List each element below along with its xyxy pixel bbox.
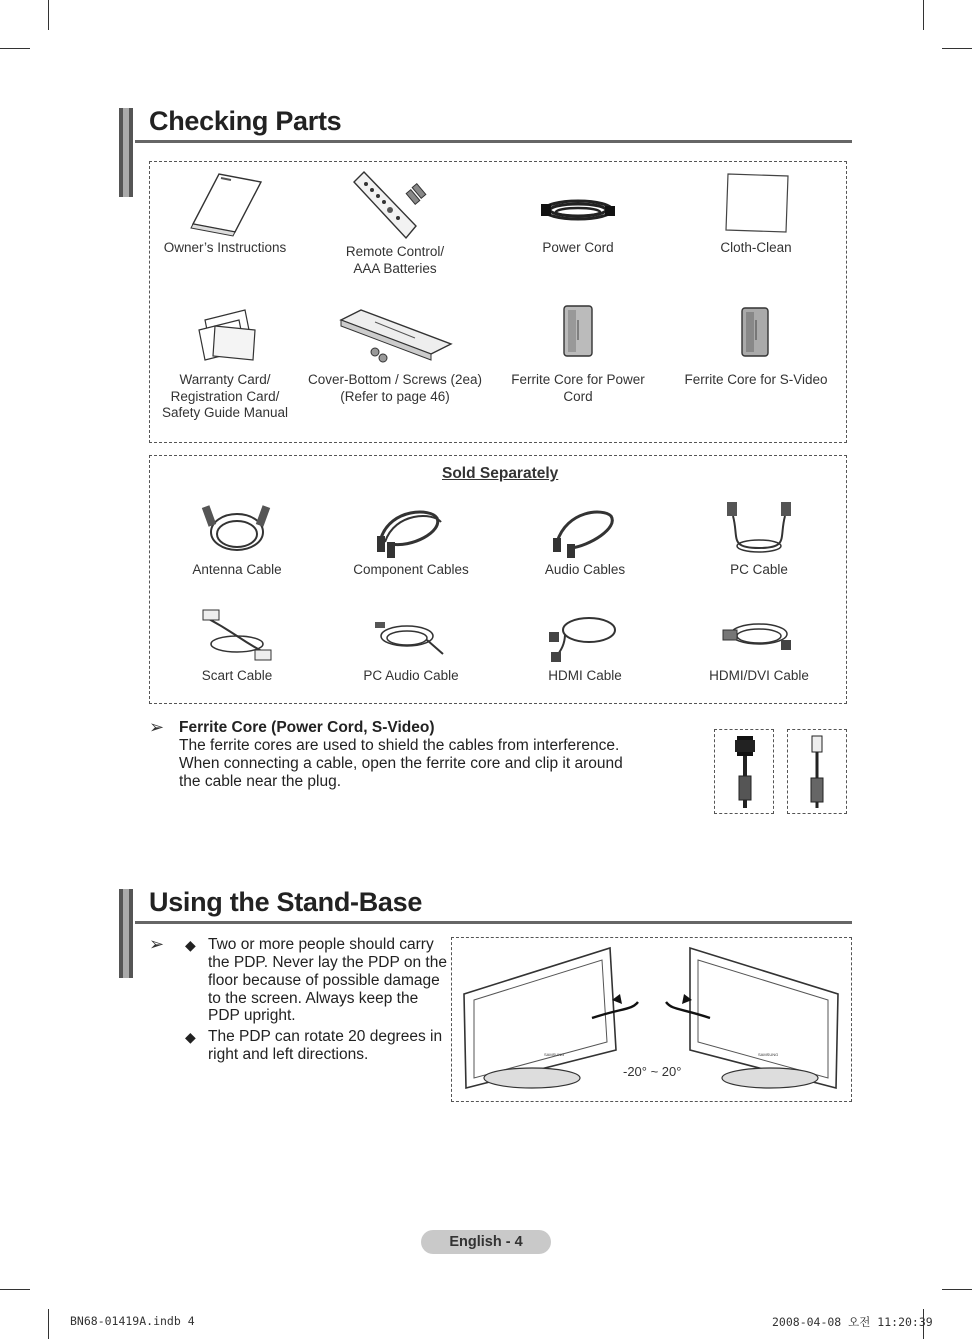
item-pc-audio-cable: PC Audio Cable [341,604,481,685]
crop-mark [48,0,49,30]
item-remote-control: Remote Control/ AAA Batteries [325,168,465,277]
stand-note-line: PDP upright. [208,1007,296,1024]
ferrite-note-title: Ferrite Core (Power Cord, S-Video) [179,719,435,736]
ferrite-core-icon [726,300,786,372]
hdmi-cable-icon [545,604,625,668]
section-bar [119,889,133,978]
component-cable-icon [371,498,451,562]
antenna-cable-icon [197,498,277,562]
ferrite-svideo-illustration [787,729,847,814]
item-hdmi-dvi-cable: HDMI/DVI Cable [699,604,819,685]
item-pc-cable: PC Cable [699,498,819,579]
note-arrow-icon: ➢ [149,717,165,737]
crop-mark [923,0,924,30]
ferrite-note-line: When connecting a cable, open the ferrite core and clip it around [179,755,623,772]
ferrite-core-icon [548,300,608,372]
stand-note-line: right and left directions. [208,1046,369,1063]
item-cover-bottom: Cover-Bottom / Screws (2ea) (Refer to page 46) [305,300,485,405]
cover-bottom-icon [335,300,455,372]
booklet-icon [185,168,265,240]
audio-cable-icon [545,498,625,562]
item-warranty-card: Warranty Card/ Registration Card/ Safety Guide Manual [155,300,295,422]
note-arrow-icon: ➢ [149,934,165,954]
section-rule [135,140,852,143]
tv-brand: SAMSUNG [544,1052,565,1057]
stand-note-line: Two or more people should carry [208,936,434,953]
pc-audio-cable-icon [371,604,451,668]
svideo-plug-ferrite-icon [788,730,846,813]
cloth-icon [716,168,796,240]
crop-mark [0,48,30,49]
section-title-checking-parts: Checking Parts [149,106,342,136]
scart-cable-icon [197,604,277,668]
tv-brand: SAMSUNG [758,1052,779,1057]
page-number-badge: English - 4 [421,1230,551,1254]
item-audio-cables: Audio Cables [520,498,650,579]
ferrite-note-line: the cable near the plug. [179,773,342,790]
ferrite-note-line: The ferrite cores are used to shield the cables from interference. [179,737,620,754]
stand-note-line: the PDP. Never lay the PDP on the [208,954,447,971]
item-component-cables: Component Cables [341,498,481,579]
stand-note-line: The PDP can rotate 20 degrees in [208,1028,443,1045]
hdmi-dvi-cable-icon [719,604,799,668]
crop-mark [48,1309,49,1339]
cards-icon [185,300,265,372]
footer-file-name: BN68-01419A.indb 4 [70,1314,195,1328]
stand-note-line: to the screen. Always keep the [208,990,419,1007]
section-bar [119,108,133,197]
power-cord-icon [533,168,623,240]
power-plug-ferrite-icon [715,730,773,813]
item-hdmi-cable: HDMI Cable [520,604,650,685]
item-owners-instructions: Owner’s Instructions [155,168,295,257]
item-ferrite-core-power: Ferrite Core for Power Cord [498,300,658,405]
crop-mark [0,1289,30,1290]
pc-cable-icon [719,498,799,562]
rotation-angle-label: -20° ~ 20° [623,1064,682,1079]
item-power-cord: Power Cord [508,168,648,257]
diamond-bullet-icon: ◆ [185,937,196,953]
section-rule [135,921,852,924]
ferrite-power-cord-illustration [714,729,774,814]
item-cloth-clean: Cloth-Clean [686,168,826,257]
section-title-stand-base: Using the Stand-Base [149,887,423,917]
diamond-bullet-icon: ◆ [185,1029,196,1045]
item-antenna-cable: Antenna Cable [172,498,302,579]
crop-mark [942,48,972,49]
stand-note-line: floor because of possible damage [208,972,440,989]
sold-separately-title: Sold Separately [442,465,559,482]
item-ferrite-core-svideo: Ferrite Core for S-Video [681,300,831,389]
remote-icon [350,168,440,244]
item-scart-cable: Scart Cable [172,604,302,685]
footer-timestamp: 2008-04-08 오전 11:20:39 [772,1315,933,1329]
crop-mark [942,1289,972,1290]
